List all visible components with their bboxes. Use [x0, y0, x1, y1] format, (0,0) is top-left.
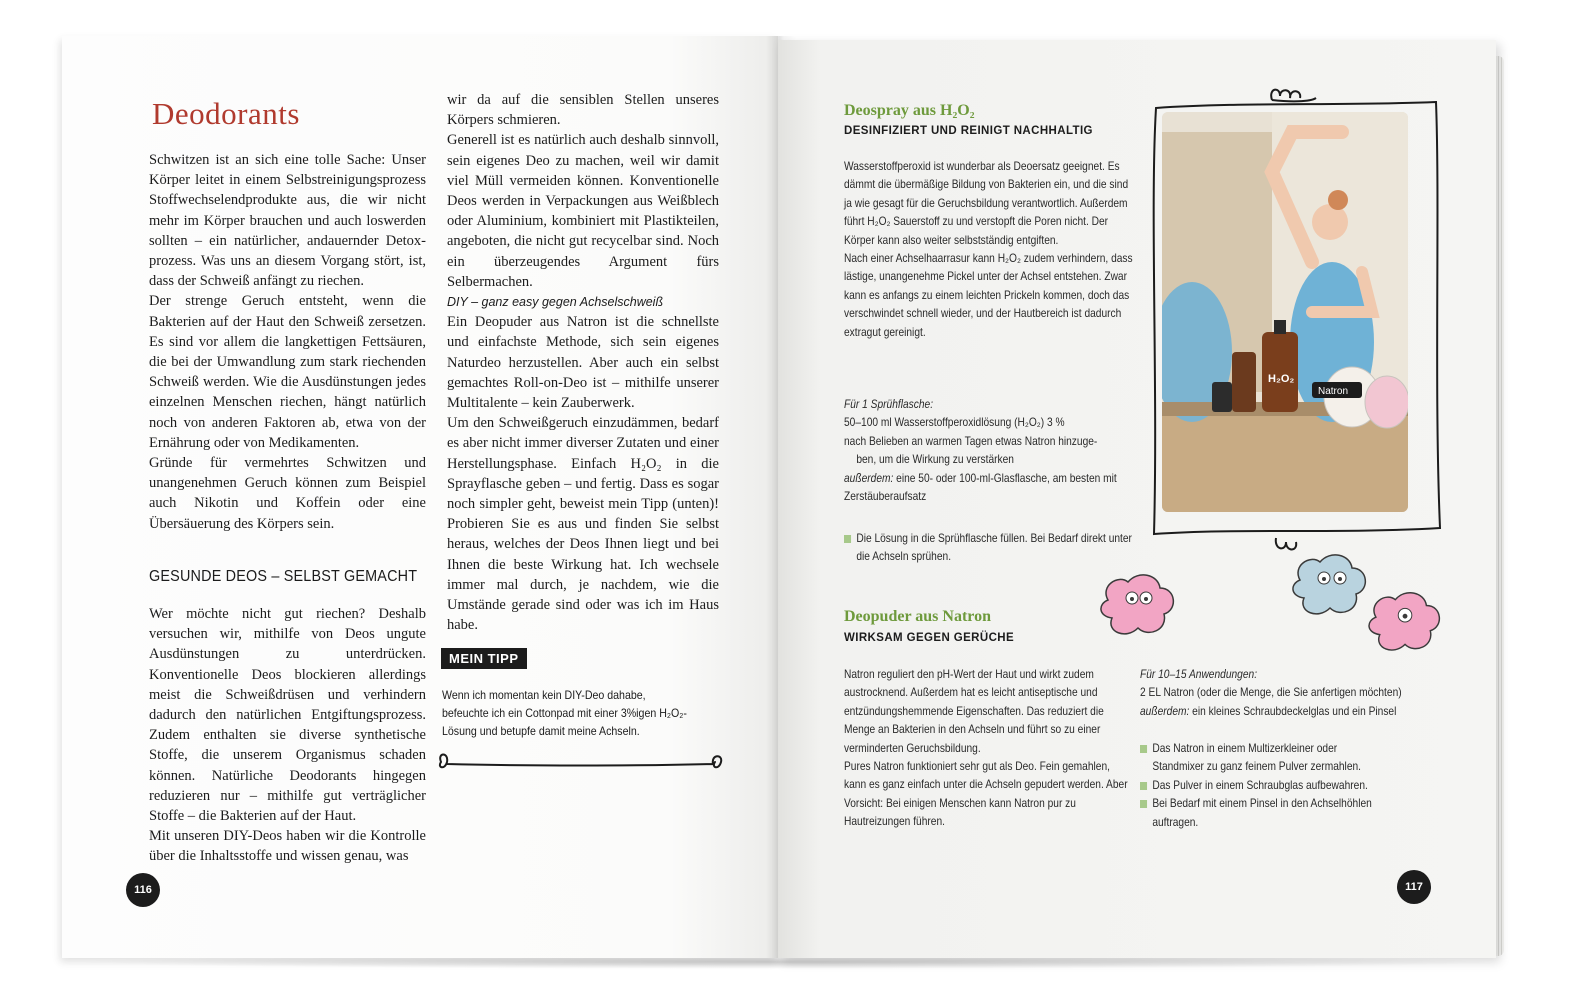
- also-text: eine 50- oder 100-ml-Glasflasche, am besten mit Zerstäuberaufsatz: [844, 471, 1117, 504]
- left-column-section: [149, 604, 426, 867]
- deopuder-title: Deopuder aus Natron: [844, 608, 991, 625]
- deopuder-subtitle: WIRKSAM GEGEN GERÜCHE: [844, 632, 1015, 644]
- paragraph: Pures Natron funktioniert sehr gut als Deo. Fein gemahlen, kann es ganz einfach unter die Achseln gepudert werden. Aber Vorsicht: Bei einigen Menschen kann Natron pur zu Hautreizungen führen.: [844, 760, 1128, 829]
- paragraph: Nach einer Achselhaarrasur kann H₂O₂ zudem verhindern, dass lästige, unangenehme Pickel unter der Achsel entstehen. Zwar kann es anfangs zu einem leichten Prickeln kommen, doch das verschwindet schnell wieder, und der Hautbereich ist dadurch extragut gereinigt.: [844, 252, 1133, 339]
- step-item: Bei Bedarf mit einem Pinsel in den Achselhöhlen auftragen.: [1140, 795, 1388, 832]
- hand-drawn-frame: [1140, 88, 1450, 558]
- also-text: ein kleines Schraubdeckelglas und ein Pinsel: [1192, 704, 1397, 718]
- deospray-steps: [844, 530, 1140, 567]
- ingredient-line: 50–100 ml Wasserstoffperoxidlösung (H₂O₂) 3 %: [844, 416, 1065, 430]
- paragraph: Schwitzen ist an sich eine tolle Sache: Unser Körper leitet in einem Selbstreinigungsprozess Stoffwechselendprodukte aus, die wir nicht mehr im Körper brauchen und auch loswerden sollten – ein natürlicher, andauernder Detox-prozess. Was uns an diesem Vorgang stört, ist, dass der Schweiß anfängt zu riechen.: [149, 152, 426, 290]
- ingredient-line: ben, um die Wirkung zu verstärken: [856, 453, 1014, 467]
- paragraph: Gründe für vermehrtes Schwitzen und unangenehmen Geruch können zum Beispiel auch Nikotin und Koffein oder eine Übersäuerung des Körpers sein.: [149, 455, 426, 532]
- left-column-intro: [149, 150, 426, 534]
- also-label: außerdem:: [844, 471, 894, 485]
- paragraph: Wer möchte nicht gut riechen? Deshalb versuchen wir, mithilfe von Deos ungute Ausdünstungen zu unterdrücken. Konventionelle Deos blockieren allerdings meist die Schweißdrüsen und verhindern dadurch den natürlichen Entgiftungsprozess. Zudem enthalten sie diverse synthetische Stoffe, die unserem Organismus schaden können. Natürliche Deodorants hingegen reduzieren nur – mithilfe gut verträglicher Stoffe – die Bakterien auf der Haut.: [149, 606, 426, 825]
- deopuder-steps: [1140, 740, 1388, 832]
- ingredients-heading: Für 10–15 Anwendungen:: [1140, 668, 1258, 681]
- bottle-label: H₂O₂: [1268, 373, 1295, 385]
- germ-doodle-icon: [1366, 588, 1446, 656]
- page-title: Deodorants: [152, 96, 300, 131]
- ingredient-line: nach Belieben an warmen Tagen etwas Natron hinzuge-: [844, 434, 1098, 448]
- deospray-title: Deospray aus H₂O₂: [844, 102, 975, 119]
- step-item: Die Lösung in die Sprühflasche füllen. Bei Bedarf direkt unter die Achseln sprühen.: [844, 530, 1140, 567]
- deospray-text: [844, 158, 1134, 342]
- deopuder-ingredients: [1140, 666, 1404, 721]
- germ-doodle-icon: [1098, 570, 1180, 640]
- jar-label: Natron: [1318, 386, 1349, 397]
- paragraph: Natron reguliert den pH-Wert der Haut und wirkt zudem austrocknend. Außerdem hat es leicht antiseptische und entzündungshemmende Eigenschaften. Das reduziert die Menge an Bakterien in den Achseln und führt so zu einer verminderten Geruchsbildung.: [844, 668, 1104, 755]
- section-heading: GESUNDE DEOS – SELBST GEMACHT: [149, 568, 418, 585]
- paragraph: Der strenge Geruch entsteht, wenn die Bakterien auf der Haut den Schweiß zersetzen. Es sind vor allem die langkettigen Fettsäuren, die bei der Umwandlung zum stark riechenden Schweiß werden. Wie die Ausdünstungen jedes einzelnen Menschen riechen, hängt natürlich noch von anderen Faktoren ab, etwa von der Ernährung oder von Medikamenten.: [149, 293, 426, 451]
- paragraph: wir da auf die sensiblen Stellen unseres Körpers schmieren.: [447, 92, 719, 129]
- page-number: 117: [1397, 870, 1431, 904]
- right-column-text: [447, 90, 719, 635]
- paragraph: Wasserstoffperoxid ist wunderbar als Deoersatz geeignet. Es dämmt die übermäßige Bildung von Bakterien ein, und die sind ja wie gesagt für die Geruchsbildung verantwortlich. Außerdem führt H₂O₂ Sauerstoff zu und verstopft die Poren nicht. Der Körper kann also weiter selbstständig entgiften.: [844, 160, 1129, 247]
- paragraph: Um den Schweißgeruch einzudämmen, bedarf es aber nicht immer diverser Zutaten und einer Herstellungsphase. Einfach H₂O₂ in die Sprayflasche geben – und fertig. Dass es sogar noch simpler geht, beweist mein Tipp (unten)! Probieren Sie es aus und finden Sie selbst heraus, welches der Deos Ihnen liegt und bei Ihnen die beste Wirkung hat. Ich wechsele immer mal durch, je nachdem, wie die Umstände gerade sind oder was ich im Haus habe.: [447, 415, 719, 634]
- also-label: außerdem:: [1140, 704, 1190, 718]
- paragraph: Mit unseren DIY-Deos haben wir die Kontrolle über die Inhaltsstoffe und wissen genau, was: [149, 828, 426, 865]
- left-page: [62, 36, 778, 958]
- paragraph: Generell ist es natürlich auch deshalb sinnvoll, sein eigenes Deo zu machen, weil wir damit viel Müll vermeiden können. Konventionelle Deos werden in Verpackungen aus Weißblech oder Aluminium, kombiniert mit Plastikteilen, angeboten, die nicht gut recycelbar sind. Noch ein überzeugendes Argument fürs Selbermachen.: [447, 132, 719, 290]
- right-page: [778, 40, 1496, 958]
- ingredient-line: 2 EL Natron (oder die Menge, die Sie anfertigen möchten): [1140, 686, 1402, 700]
- step-item: Das Pulver in einem Schraubglas aufbewahren.: [1140, 777, 1388, 795]
- tip-label: MEIN TIPP: [441, 648, 527, 669]
- step-item: Das Natron in einem Multizerkleiner oder Standmixer zu ganz feinem Pulver zermahlen.: [1140, 740, 1388, 777]
- ingredients-heading: Für 1 Sprühflasche:: [844, 398, 934, 411]
- germ-doodle-icon: [1290, 550, 1374, 620]
- deospray-subtitle: DESINFIZIERT UND REINIGT NACHHALTIG: [844, 125, 1093, 137]
- paragraph: Ein Deopuder aus Natron ist die schnellste und einfachste Methode, sich sein eigenes Naturdeo herzustellen. Aber auch ein selbst gemachtes Roll-on-Deo ist – mithilfe unserer Multitalente – kein Zauberwerk.: [447, 314, 719, 412]
- decorative-divider: [435, 748, 725, 778]
- page-number: 116: [126, 873, 160, 907]
- diy-subheading: DIY – ganz easy gegen Achselschweiß: [447, 295, 664, 310]
- deospray-ingredients: [844, 396, 1143, 506]
- tip-text: Wenn ich momentan kein DIY-Deo dahabe, befeuchte ich ein Cottonpad mit einer 3%igen H₂O₂-Lösung und betupfe damit meine Achseln.: [442, 688, 687, 738]
- deopuder-text: [844, 666, 1134, 832]
